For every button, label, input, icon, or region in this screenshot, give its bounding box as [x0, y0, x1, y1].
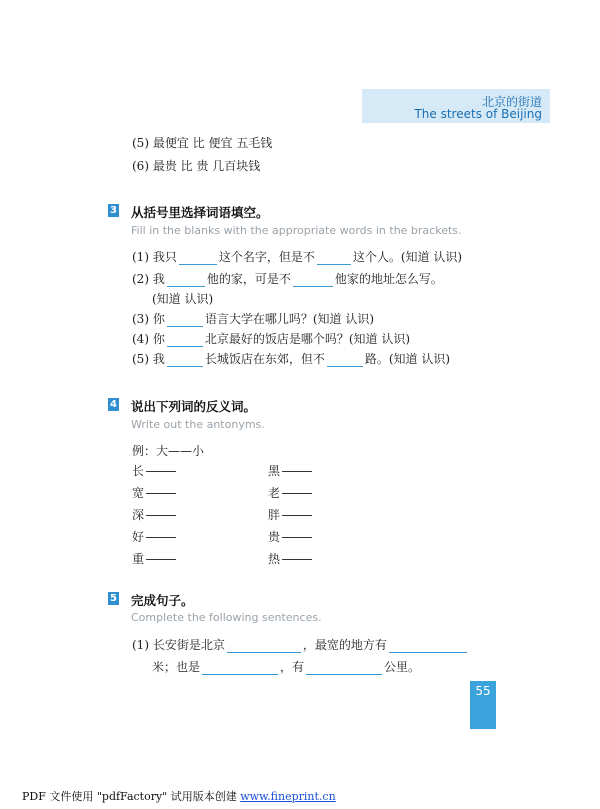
exercise-line-6: (6) 最贵 比 贵 几百块钱 [132, 159, 261, 173]
exercise-line-5: (5) 最便宜 比 便宜 五毛钱 [132, 136, 273, 150]
fill-item-4 [132, 330, 410, 347]
section-4-title: 说出下列词的反义词。 [131, 399, 257, 414]
complete-line-1: (1) 长安街是北京 ，最宽的地方有 [132, 636, 469, 653]
fill-item-1 [132, 248, 462, 265]
fill-item-5-suffix: 路。(知道 认识) [364, 352, 451, 366]
fill-blank[interactable] [202, 662, 278, 675]
fill-blank[interactable] [317, 252, 351, 265]
antonym-example: 例：大——小 [132, 444, 205, 458]
fill-item-2-mid: 他的家，可是不 [206, 272, 291, 286]
fill-item-3-suffix: 语言大学在哪儿吗？(知道 认识) [204, 312, 375, 326]
chapter-title-zh: 北京的街道 [481, 95, 542, 109]
fill-blank[interactable] [306, 662, 382, 675]
fill-blank[interactable] [167, 274, 205, 287]
chapter-title-en: The streets of Beijing [414, 107, 542, 121]
fill-blank[interactable] [167, 314, 203, 327]
fill-item-1-mid: 这个名字，但是不 [218, 250, 315, 264]
fill-blank[interactable] [167, 334, 203, 347]
fill-blank[interactable] [167, 354, 203, 367]
chapter-header [362, 89, 550, 123]
complete-line-2: 米；也是 ，有 公里。 [152, 660, 421, 674]
antonym-left-3: 深 [132, 506, 176, 523]
section-3-badge: 3 [108, 204, 119, 217]
antonym-right-4: 贵 [268, 528, 312, 545]
antonym-right-3: 胖 [268, 506, 312, 523]
fill-blank[interactable] [327, 354, 363, 367]
section-5-subtitle: Complete the following sentences. [131, 611, 322, 624]
section-5-title: 完成句子。 [131, 593, 194, 608]
antonym-left-5: 重 [132, 550, 176, 567]
fill-item-4-suffix: 北京最好的饭店是哪个吗？(知道 认识) [204, 332, 411, 346]
section-4-subtitle: Write out the antonyms. [131, 418, 265, 431]
antonym-left-1: 长 [132, 462, 176, 479]
antonym-right-1: 黑 [268, 462, 312, 479]
section-3-subtitle: Fill in the blanks with the appropriate words in the brackets. [131, 224, 462, 237]
fill-item-2-options: (知道 认识) [152, 292, 214, 306]
fill-blank[interactable] [389, 640, 467, 653]
fill-blank[interactable] [293, 274, 333, 287]
antonym-left-4: 好 [132, 528, 176, 545]
section-3-title: 从括号里选择词语填空。 [131, 205, 269, 220]
footer-link[interactable]: www.fineprint.cn [240, 790, 336, 803]
section-4-badge: 4 [108, 398, 119, 411]
footer-text: PDF 文件使用 "pdfFactory" 试用版本创建 [22, 790, 241, 803]
fill-item-5 [132, 350, 450, 367]
fill-item-1-prefix: (1) 我只 [132, 250, 177, 264]
antonym-right-5: 热 [268, 550, 312, 567]
antonym-right-2: 老 [268, 484, 312, 501]
fill-item-2-prefix: (2) 我 [132, 272, 165, 286]
page-number: 55 [470, 681, 496, 729]
antonym-left-2: 宽 [132, 484, 176, 501]
fill-item-5-prefix: (5) 我 [132, 352, 165, 366]
fill-item-3 [132, 310, 374, 327]
pdf-footer [0, 788, 600, 804]
section-5-badge: 5 [108, 592, 119, 605]
fill-item-5-mid: 长城饭店在东郊，但不 [204, 352, 325, 366]
fill-item-3-prefix: (3) 你 [132, 312, 165, 326]
fill-blank[interactable] [227, 640, 301, 653]
fill-item-4-prefix: (4) 你 [132, 332, 165, 346]
fill-item-2 [132, 270, 443, 287]
fill-item-2-suffix: 他家的地址怎么写。 [334, 272, 443, 286]
fill-item-1-suffix: 这个人。(知道 认识) [352, 250, 463, 264]
fill-blank[interactable] [179, 252, 217, 265]
